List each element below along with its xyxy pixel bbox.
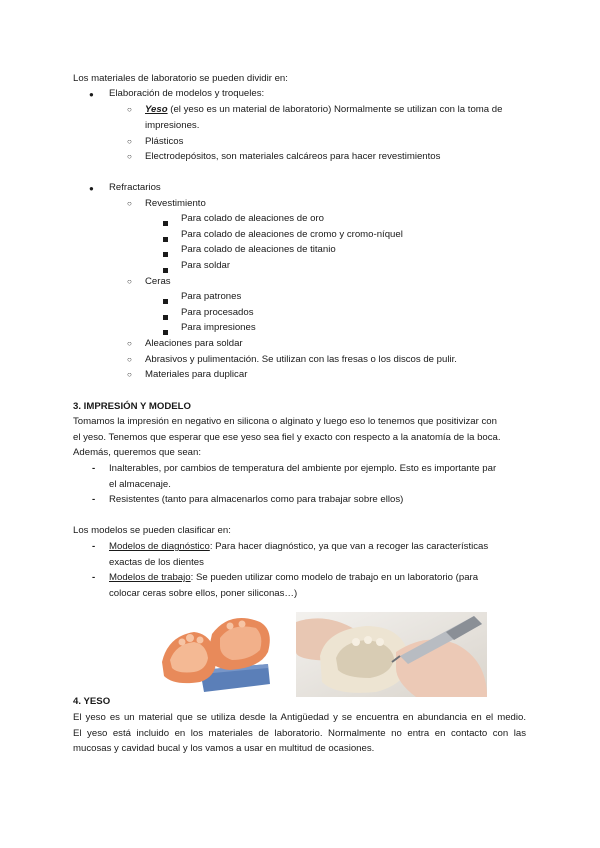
section4-paragraph-line: mucosas y cavidad bucal y los vamos a usar en multitud de ocasiones.: [73, 743, 375, 754]
square-bullet: [163, 247, 168, 262]
rev-item: Para colado de aleaciones de oro: [181, 213, 324, 224]
abrasivos-item: Abrasivos y pulimentación. Se utilizan con las fresas o los discos de pulir.: [145, 354, 457, 365]
dash-bullet: -: [92, 494, 96, 505]
circle-bullet: ○: [127, 355, 132, 364]
circle-bullet: ○: [127, 277, 132, 286]
disc-bullet: ●: [89, 90, 94, 99]
square-bullet: [163, 310, 168, 325]
dash-bullet: -: [92, 463, 96, 474]
electro-item: Electrodepósitos, son materiales calcáreos para hacer revestimientos: [145, 151, 441, 162]
circle-bullet: ○: [127, 137, 132, 146]
aleaciones-item: Aleaciones para soldar: [145, 338, 243, 349]
group2-title: Refractarios: [109, 182, 161, 193]
section4-heading: 4. YESO: [73, 696, 111, 707]
section3-paragraph-line: Tomamos la impresión en negativo en silicona o alginato y luego eso lo tenemos que positivizar con: [73, 416, 497, 427]
circle-bullet: ○: [127, 199, 132, 208]
dental-models-photo: [160, 612, 275, 697]
yeso-item: [145, 102, 502, 117]
model-label: Modelos de diagnóstico: [109, 541, 210, 552]
square-bullet: [163, 294, 168, 309]
model-cont: exactas de los dientes: [109, 557, 204, 568]
model-item: [109, 570, 478, 585]
circle-bullet: ○: [127, 152, 132, 161]
yeso-cont: impresiones.: [145, 120, 200, 131]
plasticos-item: Plásticos: [145, 136, 184, 147]
circle-bullet: ○: [127, 339, 132, 348]
ceras-sub-item: Para patrones: [181, 291, 242, 302]
section3-paragraph-line: Además, queremos que sean:: [73, 447, 201, 458]
intro-text: Los materiales de laboratorio se pueden dividir en:: [73, 73, 288, 84]
section4-paragraph-line: El yeso está incluido en los materiales de laboratorio. Normalmente no entra en contacto con las: [73, 728, 526, 739]
revestimiento-item: Revestimiento: [145, 198, 206, 209]
model-text: : Para hacer diagnóstico, ya que van a recoger las características: [209, 541, 489, 552]
square-bullet: [163, 216, 168, 231]
clasificar-text: Los modelos se pueden clasificar en:: [73, 525, 231, 536]
section3-paragraph-line: el yeso. Tenemos que esperar que ese yeso sea fiel y exacto con respecto a la anatomía de la boca.: [73, 432, 501, 443]
model-item: [109, 539, 488, 554]
requirement-item: Resistentes (tanto para almacenarlos como para trabajar sobre ellos): [109, 494, 404, 505]
dash-bullet: -: [92, 541, 96, 552]
rev-item: Para colado de aleaciones de titanio: [181, 244, 336, 255]
circle-bullet: ○: [127, 105, 132, 114]
rev-item: Para colado de aleaciones de cromo y cromo-níquel: [181, 229, 403, 240]
group1-title: Elaboración de modelos y troqueles:: [109, 88, 265, 99]
rev-item: Para soldar: [181, 260, 231, 271]
yeso-rest: (el yeso es un material de laboratorio) Normalmente se utilizan con la toma de: [167, 104, 503, 115]
disc-bullet: ●: [89, 184, 94, 193]
yeso-word: Yeso: [145, 104, 168, 115]
model-text: : Se pueden utilizar como modelo de trabajo en un laboratorio (para: [190, 572, 479, 583]
ceras-sub-item: Para impresiones: [181, 322, 256, 333]
requirement-cont: el almacenaje.: [109, 479, 171, 490]
section4-paragraph-line: El yeso es un material que se utiliza desde la Antigüedad y se encuentra en abundancia en el medio.: [73, 712, 526, 723]
laboratory-work-photo: [296, 612, 487, 697]
section3-heading: 3. IMPRESIÓN Y MODELO: [73, 401, 191, 412]
model-label: Modelos de trabajo: [109, 572, 191, 583]
ceras-item: Ceras: [145, 276, 171, 287]
duplicar-item: Materiales para duplicar: [145, 369, 248, 380]
square-bullet: [163, 232, 168, 247]
circle-bullet: ○: [127, 370, 132, 379]
ceras-sub-item: Para procesados: [181, 307, 254, 318]
dash-bullet: -: [92, 572, 96, 583]
requirement-item: Inalterables, por cambios de temperatura del ambiente por ejemplo. Esto es importante par: [109, 463, 497, 474]
model-cont: colocar ceras sobre ellos, poner siliconas…): [109, 588, 298, 599]
